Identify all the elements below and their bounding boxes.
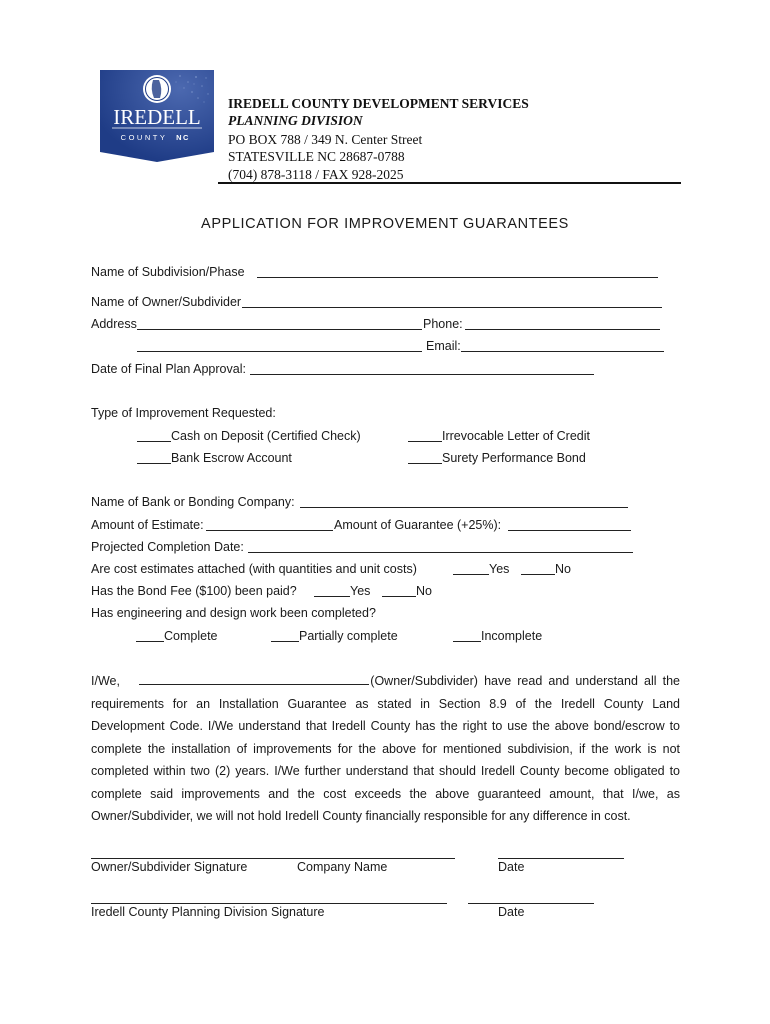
fee-yes-label: Yes bbox=[350, 584, 371, 598]
incomplete-label: Incomplete bbox=[481, 629, 543, 643]
owner-name-blank[interactable] bbox=[139, 674, 369, 685]
svg-text:NC: NC bbox=[176, 133, 190, 142]
partial-blank[interactable] bbox=[271, 641, 299, 642]
subdivision-label: Name of Subdivision/Phase bbox=[91, 265, 245, 279]
surety-label: Surety Performance Bond bbox=[442, 451, 586, 465]
cost-no-label: No bbox=[555, 562, 571, 576]
cost-estimates-label: Are cost estimates attached (with quantities and unit costs) bbox=[91, 562, 417, 576]
address-line-2: STATESVILLE NC 28687-0788 bbox=[228, 149, 405, 164]
email-field[interactable] bbox=[461, 351, 664, 352]
address-label: Address bbox=[91, 317, 137, 331]
form-title: APPLICATION FOR IMPROVEMENT GUARANTEES bbox=[201, 216, 569, 232]
complete-blank[interactable] bbox=[136, 641, 164, 642]
escrow-label: Bank Escrow Account bbox=[171, 451, 292, 465]
iredell-county-logo bbox=[98, 68, 216, 164]
engineering-label: Has engineering and design work been completed? bbox=[91, 606, 376, 620]
cost-yes-blank[interactable] bbox=[453, 574, 489, 575]
fee-no-label: No bbox=[416, 584, 432, 598]
county-signature-line[interactable] bbox=[91, 903, 447, 904]
subdivision-field[interactable] bbox=[257, 277, 658, 278]
approval-date-field[interactable] bbox=[250, 374, 594, 375]
phone-field[interactable] bbox=[465, 329, 660, 330]
owner-date-line[interactable] bbox=[498, 858, 624, 859]
email-label: Email: bbox=[426, 339, 461, 353]
county-date-label: Date bbox=[498, 905, 525, 919]
completion-label: Projected Completion Date: bbox=[91, 540, 244, 554]
fee-label: Has the Bond Fee ($100) been paid? bbox=[91, 584, 297, 598]
statement-paragraph bbox=[91, 670, 680, 828]
improvement-heading: Type of Improvement Requested: bbox=[91, 406, 276, 420]
phone-fax: (704) 878-3118 / FAX 928-2025 bbox=[228, 167, 404, 182]
owner-label: Name of Owner/Subdivider bbox=[91, 295, 242, 309]
approval-date-label: Date of Final Plan Approval: bbox=[91, 362, 246, 376]
county-date-line[interactable] bbox=[468, 903, 594, 904]
completion-field[interactable] bbox=[248, 552, 633, 553]
estimate-field[interactable] bbox=[206, 530, 333, 531]
owner-signature-label: Owner/Subdivider Signature bbox=[91, 860, 248, 874]
fee-no-blank[interactable] bbox=[382, 596, 416, 597]
address-field[interactable] bbox=[137, 329, 422, 330]
county-logo-graphic bbox=[98, 68, 216, 164]
letter-label: Irrevocable Letter of Credit bbox=[442, 429, 590, 443]
cash-label: Cash on Deposit (Certified Check) bbox=[171, 429, 361, 443]
estimate-label: Amount of Estimate: bbox=[91, 518, 204, 532]
fee-yes-blank[interactable] bbox=[314, 596, 350, 597]
cash-checkbox[interactable] bbox=[137, 441, 171, 442]
company-name-label: Company Name bbox=[297, 860, 388, 874]
address-line-1: PO BOX 788 / 349 N. Center Street bbox=[228, 132, 423, 147]
org-name: IREDELL COUNTY DEVELOPMENT SERVICES bbox=[228, 96, 529, 111]
partial-label: Partially complete bbox=[299, 629, 398, 643]
header-rule bbox=[218, 182, 681, 184]
owner-date-label: Date bbox=[498, 860, 525, 874]
cost-no-blank[interactable] bbox=[521, 574, 555, 575]
owner-signature-line[interactable] bbox=[91, 858, 455, 859]
county-signature-label: Iredell County Planning Division Signature bbox=[91, 905, 325, 919]
letter-checkbox[interactable] bbox=[408, 441, 442, 442]
statement-lead: I/We, bbox=[91, 674, 120, 688]
svg-text:COUNTY: COUNTY bbox=[120, 133, 168, 142]
owner-field[interactable] bbox=[242, 307, 662, 308]
statement-body: (Owner/Subdivider) have read and understand all the requirements for an Installation Guarantee as stated in Section 8.9 of the Iredell County Land Development Code. I/We understand that Iredell County has the right to use the above bond/escrow to complete the installation of improvements for the above for mentioned subdivision, if the work is not completed within two (2) years. I/We further understand that should Iredell County become obligated to complete said improvements and the cost exceeds the above guaranteed amount, that I/we, as Owner/Subdivider, we will not hold Iredell County financially responsible for any difference in cost. bbox=[91, 674, 680, 823]
guarantee-label: Amount of Guarantee (+25%): bbox=[334, 518, 502, 532]
division-name: PLANNING DIVISION bbox=[228, 113, 363, 128]
guarantee-field[interactable] bbox=[508, 530, 631, 531]
complete-label: Complete bbox=[164, 629, 218, 643]
incomplete-blank[interactable] bbox=[453, 641, 481, 642]
escrow-checkbox[interactable] bbox=[137, 463, 171, 464]
bank-field[interactable] bbox=[300, 507, 628, 508]
phone-label: Phone: bbox=[423, 317, 463, 331]
address-field-line-2[interactable] bbox=[137, 351, 422, 352]
cost-yes-label: Yes bbox=[489, 562, 510, 576]
bank-label: Name of Bank or Bonding Company: bbox=[91, 495, 295, 509]
surety-checkbox[interactable] bbox=[408, 463, 442, 464]
svg-text:IREDELL: IREDELL bbox=[113, 105, 201, 129]
